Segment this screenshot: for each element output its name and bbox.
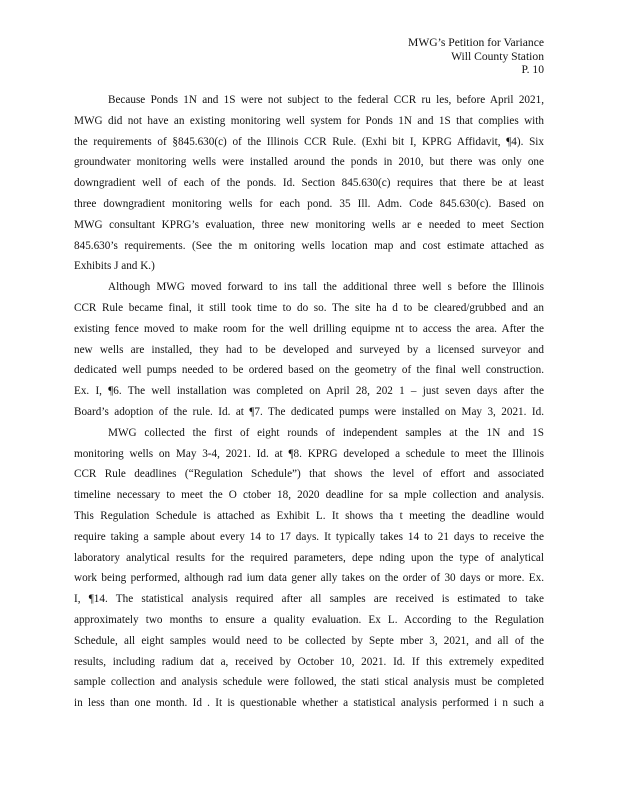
- text-line: results, including radium dat a, received by October 10, 2021. Id. If this extremely expedited: [74, 655, 544, 668]
- text-line: I, ¶14. The statistical analysis required after all samples are received is estimated to take: [74, 593, 544, 606]
- page-header: [408, 36, 544, 77]
- text-line: MWG collected the first of eight rounds of independent samples at the 1N and 1S: [108, 426, 544, 439]
- text-line: Ex. I, ¶6. The well installation was completed on April 28, 202 1 – just seven days after the: [74, 385, 544, 398]
- text-line: Because Ponds 1N and 1S were not subject to the federal CCR ru les, before April 2021,: [108, 94, 544, 106]
- text-line: in less than one month. Id . It is questionable whether a statistical analysis performed i n such a: [74, 697, 544, 710]
- text-line: existing fence moved to make room for the well drilling equipme nt to access the area. After the: [74, 322, 544, 335]
- text-line: Exhibits J and K.): [74, 260, 155, 273]
- text-line: work being performed, although rad ium data gener ally takes on the order of 30 days or more. Ex.: [74, 572, 544, 585]
- text-line: groundwater monitoring wells were installed around the ponds in 2010, but there was only one: [74, 156, 544, 169]
- text-line: Schedule, all eight samples would need to be collected by Septe mber 3, 2021, and all of the: [74, 634, 544, 647]
- text-line: 845.630’s requirements. (See the m onitoring wells location map and cost estimate attached as: [74, 239, 544, 252]
- text-line: This Regulation Schedule is attached as Exhibit L. It shows tha t meeting the deadline would: [74, 509, 544, 522]
- text-line: require taking a sample about every 14 to 17 days. It typically takes 14 to 21 days to receive the: [74, 530, 544, 543]
- text-line: CCR Rule became final, it still took time to do so. The site ha d to be cleared/grubbed and an: [74, 301, 544, 314]
- text-line: three downgradient monitoring wells for each pond. 35 Ill. Adm. Code 845.630(c). Based on: [74, 197, 544, 210]
- text-line: dedicated well pumps needed to be ordered based on the geometry of the final well construction.: [74, 364, 544, 377]
- text-line: Although MWG moved forward to ins tall the additional three well s before the Illinois: [108, 281, 544, 294]
- text-line: timeline necessary to meet the O ctober 18, 2020 deadline for sa mple collection and analysis.: [74, 489, 544, 502]
- text-line: approximately two months to ensure a quality evaluation. Ex L. According to the Regulation: [74, 613, 544, 626]
- text-line: the requirements of §845.630(c) of the Illinois CCR Rule. (Exhi bit I, KPRG Affidavit, ¶4). Six: [74, 135, 544, 148]
- text-line: new wells are installed, they had to be developed and surveyed by a licensed surveyor and: [74, 343, 544, 356]
- header-station: Will County Station: [451, 49, 544, 63]
- text-line: monitoring wells on May 3-4, 2021. Id. at ¶8. KPRG developed a schedule to meet the Illinois: [74, 447, 544, 460]
- text-line: laboratory analytical results for the required parameters, depe nding upon the type of analytical: [74, 551, 544, 564]
- text-line: CCR Rule deadlines (“Regulation Schedule”) that shows the level of effort and associated: [74, 468, 544, 481]
- header-title: MWG’s Petition for Variance: [408, 36, 544, 49]
- text-line: sample collection and analysis schedule were followed, the stati stical analysis must be completed: [74, 676, 544, 689]
- header-page-number: P. 10: [521, 63, 544, 76]
- text-line: Board’s adoption of the rule. Id. at ¶7. The dedicated pumps were installed on May 3, 2021. Id.: [74, 405, 544, 418]
- text-line: downgradient well of each of the ponds. Id. Section 845.630(c) requires that there be at least: [74, 177, 544, 190]
- text-line: MWG consultant KPRG’s evaluation, three new monitoring wells ar e needed to meet Section: [74, 218, 544, 231]
- text-line: MWG did not have an existing monitoring well system for Ponds 1N and 1S that complies with: [74, 114, 544, 127]
- document-body: [74, 90, 544, 714]
